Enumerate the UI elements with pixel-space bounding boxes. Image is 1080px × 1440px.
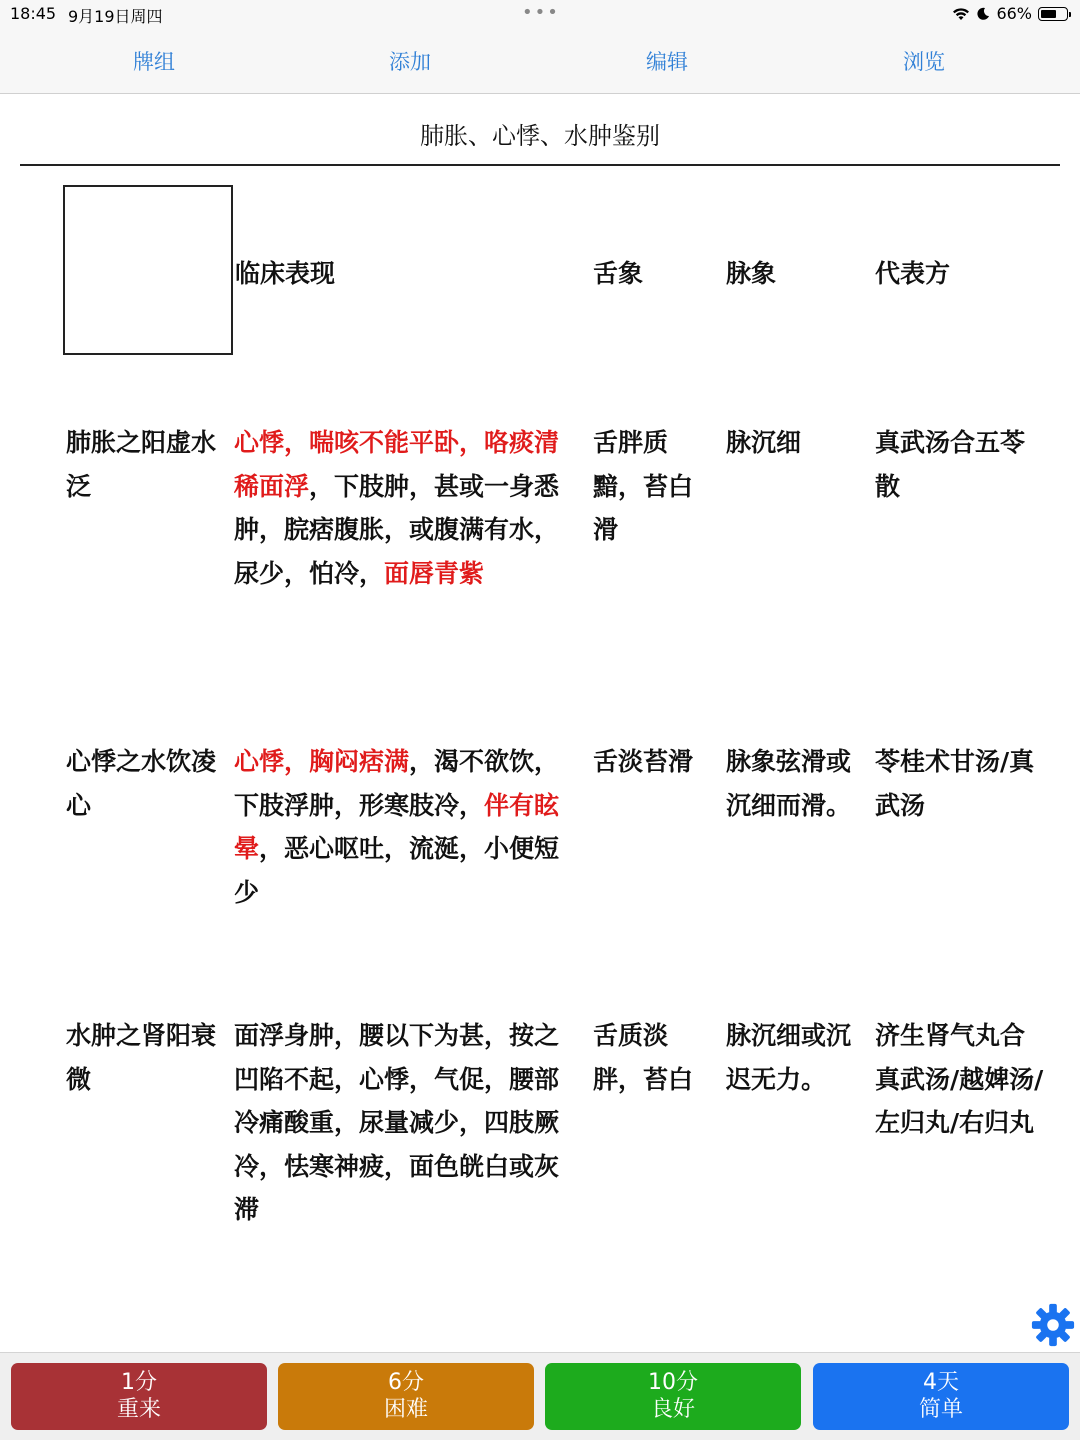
battery-icon [1038, 7, 1068, 21]
again-button[interactable] [11, 1363, 267, 1430]
status-date: 9月19日周四 [68, 7, 163, 26]
row1-clinical-seg3: 面唇青紫 [384, 558, 485, 588]
row2-clinical-seg4: ，恶心呕吐，流涎，小便短少 [234, 834, 560, 907]
row1-tongue: 舌胖质黯，苔白滑 [593, 428, 694, 544]
answer-bar [0, 1352, 1080, 1440]
nav-browse[interactable]: 浏览 [903, 50, 945, 74]
row2-formula: 苓桂术甘汤/真武汤 [875, 747, 1035, 820]
row2-name: 心悸之水饮凌心 [66, 747, 217, 820]
hard-interval: 6分 [388, 1370, 424, 1395]
row1-pulse: 脉沉细 [726, 428, 802, 457]
card-title: 肺胀、心悸、水肿鉴别 [420, 122, 660, 150]
row2-pulse: 脉象弦滑或沉细而滑。 [726, 747, 852, 820]
header-clinical: 临床表现 [235, 259, 336, 288]
row2-tongue: 舌淡苔滑 [593, 747, 694, 776]
row1-clinical [234, 421, 574, 595]
top-nav [0, 30, 1080, 94]
wifi-icon [952, 7, 970, 21]
easy-button[interactable] [813, 1363, 1069, 1430]
row2-clinical-seg1: 心悸，胸闷痞满 [234, 747, 410, 776]
good-button[interactable] [545, 1363, 801, 1430]
header-empty-box [63, 185, 233, 355]
nav-edit[interactable]: 编辑 [646, 50, 688, 74]
battery-percent: 66% [996, 4, 1032, 23]
row3-tongue: 舌质淡胖，苔白 [593, 1021, 694, 1094]
header-tongue: 舌象 [593, 259, 644, 288]
hard-label: 困难 [383, 1397, 428, 1422]
row1-formula: 真武汤合五苓散 [875, 428, 1026, 501]
row1-name: 肺胀之阳虚水泛 [66, 428, 217, 501]
again-interval: 1分 [121, 1370, 157, 1395]
row3-clinical-seg1: 面浮身肿，腰以下为甚，按之凹陷不起，心悸，气促，腰部冷痛酸重，尿量减少，四肢厥冷，怯寒神疲，面色㿠白或灰滞 [234, 1021, 560, 1224]
status-bar [0, 0, 1080, 30]
row3-name: 水肿之肾阳衰微 [66, 1021, 217, 1094]
easy-label: 简单 [918, 1397, 963, 1422]
header-pulse: 脉象 [726, 259, 777, 288]
row3-clinical [234, 1014, 574, 1232]
row2-clinical-seg3: 伴有眩晕 [234, 790, 560, 863]
moon-icon [976, 7, 990, 21]
gear-icon[interactable] [1030, 1302, 1076, 1348]
nav-add[interactable]: 添加 [389, 50, 431, 74]
status-time: 18:45 [10, 4, 57, 23]
title-divider [20, 164, 1060, 166]
easy-interval: 4天 [923, 1370, 959, 1395]
row2-clinical-seg2: ，渴不欲饮，下肢浮肿，形寒肢冷， [234, 747, 560, 820]
row1-clinical-seg2: ，下肢肿，甚或一身悉肿，脘痞腹胀，或腹满有水，尿少，怕冷， [234, 471, 560, 588]
nav-decks[interactable]: 牌组 [133, 50, 175, 74]
header-formula: 代表方 [875, 259, 951, 288]
good-interval: 10分 [648, 1370, 698, 1395]
row2-clinical [234, 740, 574, 914]
multitasking-dots[interactable]: ••• [522, 2, 560, 23]
status-right [952, 4, 1068, 23]
row3-pulse: 脉沉细或沉迟无力。 [726, 1021, 852, 1094]
row3-formula: 济生肾气丸合真武汤/越婢汤/左归丸/右归丸 [875, 1021, 1044, 1137]
row1-clinical-seg1: 心悸，喘咳不能平卧，咯痰清稀面浮 [234, 428, 560, 501]
again-label: 重来 [116, 1397, 161, 1422]
hard-button[interactable] [278, 1363, 534, 1430]
good-label: 良好 [650, 1397, 695, 1422]
